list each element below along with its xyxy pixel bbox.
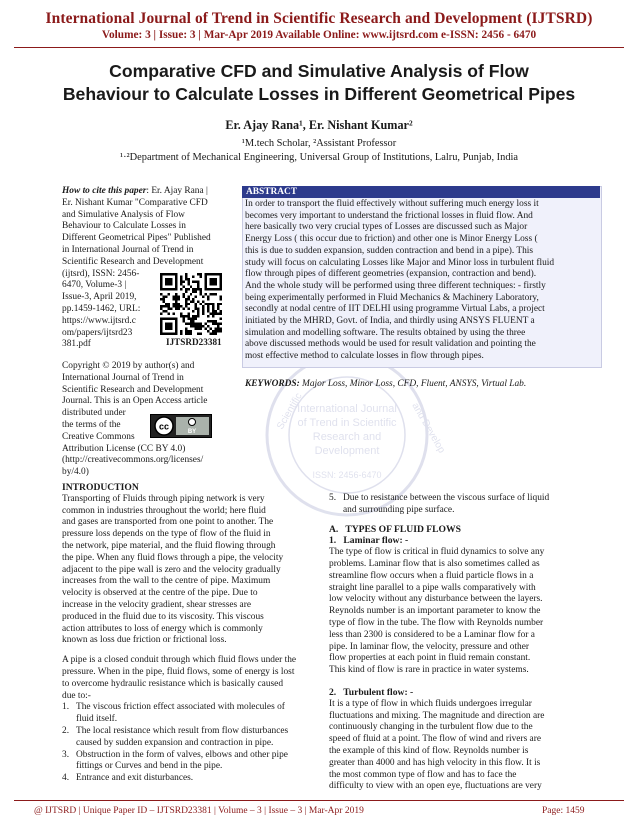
abstract-line: simulation and modelling software. The results obtained by using the three (245, 327, 526, 338)
list-item: 2. The local resistance which result from flow disturbances caused by sudden expansion and contraction in pipe. (62, 725, 289, 748)
header-divider (14, 47, 624, 48)
abstract-line: this is due to sudden expansion, sudden contraction and bend in a pipe). This (245, 245, 534, 256)
citation-label: How to cite this paper (62, 186, 147, 196)
list-item: 4. Entrance and exit disturbances. (62, 773, 194, 784)
citation-line: Different Geometrical Pipes" Published (62, 233, 211, 244)
copyright-line: the terms of the (62, 419, 121, 430)
list-item: 5. Due to resistance between the viscous surface of liquid and surrounding pipe surface. (329, 493, 550, 515)
paper-title (40, 60, 598, 106)
citation-line: 381.pdf (62, 339, 91, 350)
copyright-line: Journal. This is an Open Access article (62, 396, 208, 407)
keywords (245, 379, 598, 389)
copyright-line: Scientific Research and Development (62, 384, 204, 395)
abstract-line: secondly at nodal centre of IIT DELHI using programme Virtual Labs, a project (245, 304, 545, 315)
citation-line: Behaviour to Calculate Losses in (62, 221, 186, 232)
cc-badge-text: cc (158, 421, 170, 432)
abstract-line: study will focus on calculating Losses like Major and Minor loss in turbulent fluid (245, 257, 555, 268)
abstract-line: And the whole study will be performed using three different techniques: - firstly (245, 280, 546, 291)
citation-line: pp.1459-1462, URL: (62, 303, 141, 314)
watermark-line: Development (314, 445, 380, 457)
citation-line: https://www.ijtsrd.c (62, 315, 136, 326)
copyright-line: distributed under (62, 408, 126, 419)
citation-line: (ijtsrd), ISSN: 2456- (62, 268, 140, 279)
qr-code-icon[interactable] (160, 273, 222, 335)
journal-issue-line: Volume: 3 | Issue: 3 | Mar-Apr 2019 Available Online: www.ijtsrd.com e-ISSN: 2456 - 6470 (101, 29, 537, 41)
citation-line: in International Journal of Trend in (62, 244, 194, 255)
citation-line: and Simulative Analysis of Flow (62, 209, 185, 220)
watermark-arc-right: and Develop (409, 401, 448, 456)
authors: Er. Ajay Rana¹, Er. Nishant Kumar² (225, 118, 413, 132)
watermark-arc-left: Scientific (275, 391, 305, 432)
turbulent-paragraph: It is a type of flow in which fluids undergoes irregular fluctuations and mixing. The magnitude and direction are continuously changing in the turbulent flow due to the speed of fluid at a point. The flow of wind and rivers are the example of this kind of flow. Reynolds number is greater than 4000 and has high velocity in this flow. It is the most common type of flow and has to face the difficulty to view with an open eye, fluctuations are very (329, 698, 545, 792)
abstract-text (245, 199, 598, 363)
abstract-line: Energy Loss ( this occur due to friction) and other one is Minor Energy Loss ( (245, 234, 538, 245)
abstract-line: initiated by the MHRD, Govt. of India, and thirdly using ANSYS FLUENT a (245, 316, 535, 327)
citation-line: How to cite this paper: Er. Ajay Rana | (62, 186, 208, 196)
loss-causes-list (62, 702, 308, 785)
abstract-line: being experimentally performed in Fluid Mechanics & Machinery Laboratory, (245, 292, 539, 303)
copyright-line: Attribution License (CC BY 4.0) (62, 443, 186, 454)
affiliation-department: ¹·²Department of Mechanical Engineering, Universal Group of Institutions, Lalru, Punjab, India (119, 152, 519, 163)
watermark-issn: ISSN: 2456-6470 (312, 470, 382, 480)
copyright-line: International Journal of Trend in (62, 372, 184, 383)
citation-line: Scientific Research and Development (62, 256, 204, 267)
introduction-section (62, 482, 308, 785)
copyright-line: by/4.0) (62, 467, 89, 478)
copyright-line: (http://creativecommons.org/licenses/ (62, 455, 204, 466)
laminar-flow-heading: 1. Laminar flow: - (329, 535, 409, 547)
keywords-text: Major Loss, Minor Loss, CFD, Fluent, ANSYS, Virtual Lab. (302, 379, 527, 389)
citation-line: Er. Nishant Kumar "Comparative CFD (62, 197, 208, 208)
turbulent-flow-heading: 2. Turbulent flow: - (329, 686, 414, 698)
watermark-line: Research and (312, 431, 382, 443)
intro-paragraph-2: A pipe is a closed conduit through which fluid flows under the pressure. When in the pipe, fluid flows, some of energy is lost to overcome hydraulic resistance which is basically caused due to:- (62, 655, 297, 701)
right-column (329, 493, 599, 793)
keywords-label: KEYWORDS: (245, 379, 300, 389)
footer-info: @ IJTSRD | Unique Paper ID – IJTSRD23381 | Volume – 3 | Issue – 3 | Mar-Apr 2019 (34, 806, 364, 816)
list-item: 1. The viscous friction effect associated with molecules of fluid itself. (62, 702, 285, 725)
watermark-line: of Trend in Scientific (297, 417, 397, 429)
paper-title-line: Comparative CFD and Simulative Analysis of Flow (109, 61, 529, 81)
abstract-line: above discussed methods would be used for result validation and pointing the (245, 339, 536, 350)
abstract-heading: ABSTRACT (246, 187, 298, 197)
abstract-line: here basically two very crucial types of Losses are discussed such as Major (245, 222, 528, 233)
watermark-line: International Journal (297, 403, 397, 415)
list-item: 3. Obstruction in the form of valves, elbows and other pipe fittings or Curves and bend in the pipe. (62, 749, 288, 772)
journal-title: International Journal of Trend in Scientific Research and Development (IJTSRD) (45, 10, 593, 27)
abstract-line: most effective method to calculate losses in flow through pipes. (245, 351, 484, 362)
citation-line: om/papers/ijtsrd23 (62, 327, 133, 338)
types-of-flow-heading: A. TYPES OF FLUID FLOWS (329, 523, 461, 535)
copyright-line: Copyright © 2019 by author(s) and (62, 361, 195, 371)
cc-by-license-icon[interactable] (150, 414, 212, 438)
intro-paragraph-1: Transporting of Fluids through piping network is very common in industries throughout the world; here fluid and gases are transported from one point to another. The pressure loss depends on the type of flow of the fluid in the network, pipe material, and the fluid flowing through the pipe. When any fluid flows through a pipe, the velocity adjacent to the pipe wall is zero and the velocity gradually increases from the wall to the centre of pipe. Maximum velocity is observed at the centre of the pipe. Due to increase in the velocity gradient, shear stresses are produced in the fluid due to its viscosity. This viscous action attributes to loss of energy which is commonly known as loss due friction or frictional loss. (62, 493, 284, 646)
laminar-paragraph: The type of flow is critical in fluid dynamics to solve any problems. Laminar flow that is also sometimes called as streamline flow occurs when a fluid particle flows in a straight line parallel to a pipe walls comparatively with low velocity without any disturbance between the layers. Reynolds number is an important parameter to know the type of flow in the tube. The flow with Reynolds number less than 2300 is considered to be a Laminar flow for a pipe. In laminar flow, the velocity, pressure and other flow properties at each point in fluid remain constant. This kind of flow is rare in practice in water systems. (329, 547, 545, 676)
copyright-line: Creative Commons (62, 431, 135, 442)
paper-id-label: IJTSRD23381 (166, 337, 222, 347)
page-number: Page: 1459 (542, 806, 585, 816)
affiliation-roles: ¹M.tech Scholar, ²Assistant Professor (241, 138, 397, 149)
abstract-line: becomes very important to understand the frictional losses in fluid flow. And (245, 210, 533, 221)
abstract-line: flow through pipes of different geometries (expansion, contraction and bend). (245, 269, 537, 280)
footer-divider (14, 800, 624, 801)
introduction-heading: INTRODUCTION (62, 482, 139, 493)
citation-line: Issue-3, April 2019, (62, 292, 137, 303)
by-badge-text: BY (187, 429, 197, 435)
paper-title-line: Behaviour to Calculate Losses in Different Geometrical Pipes (62, 84, 576, 104)
citation-line: 6470, Volume-3 | (62, 280, 127, 291)
abstract-line: In order to transport the fluid effectively without suffering much energy loss it (245, 199, 539, 209)
